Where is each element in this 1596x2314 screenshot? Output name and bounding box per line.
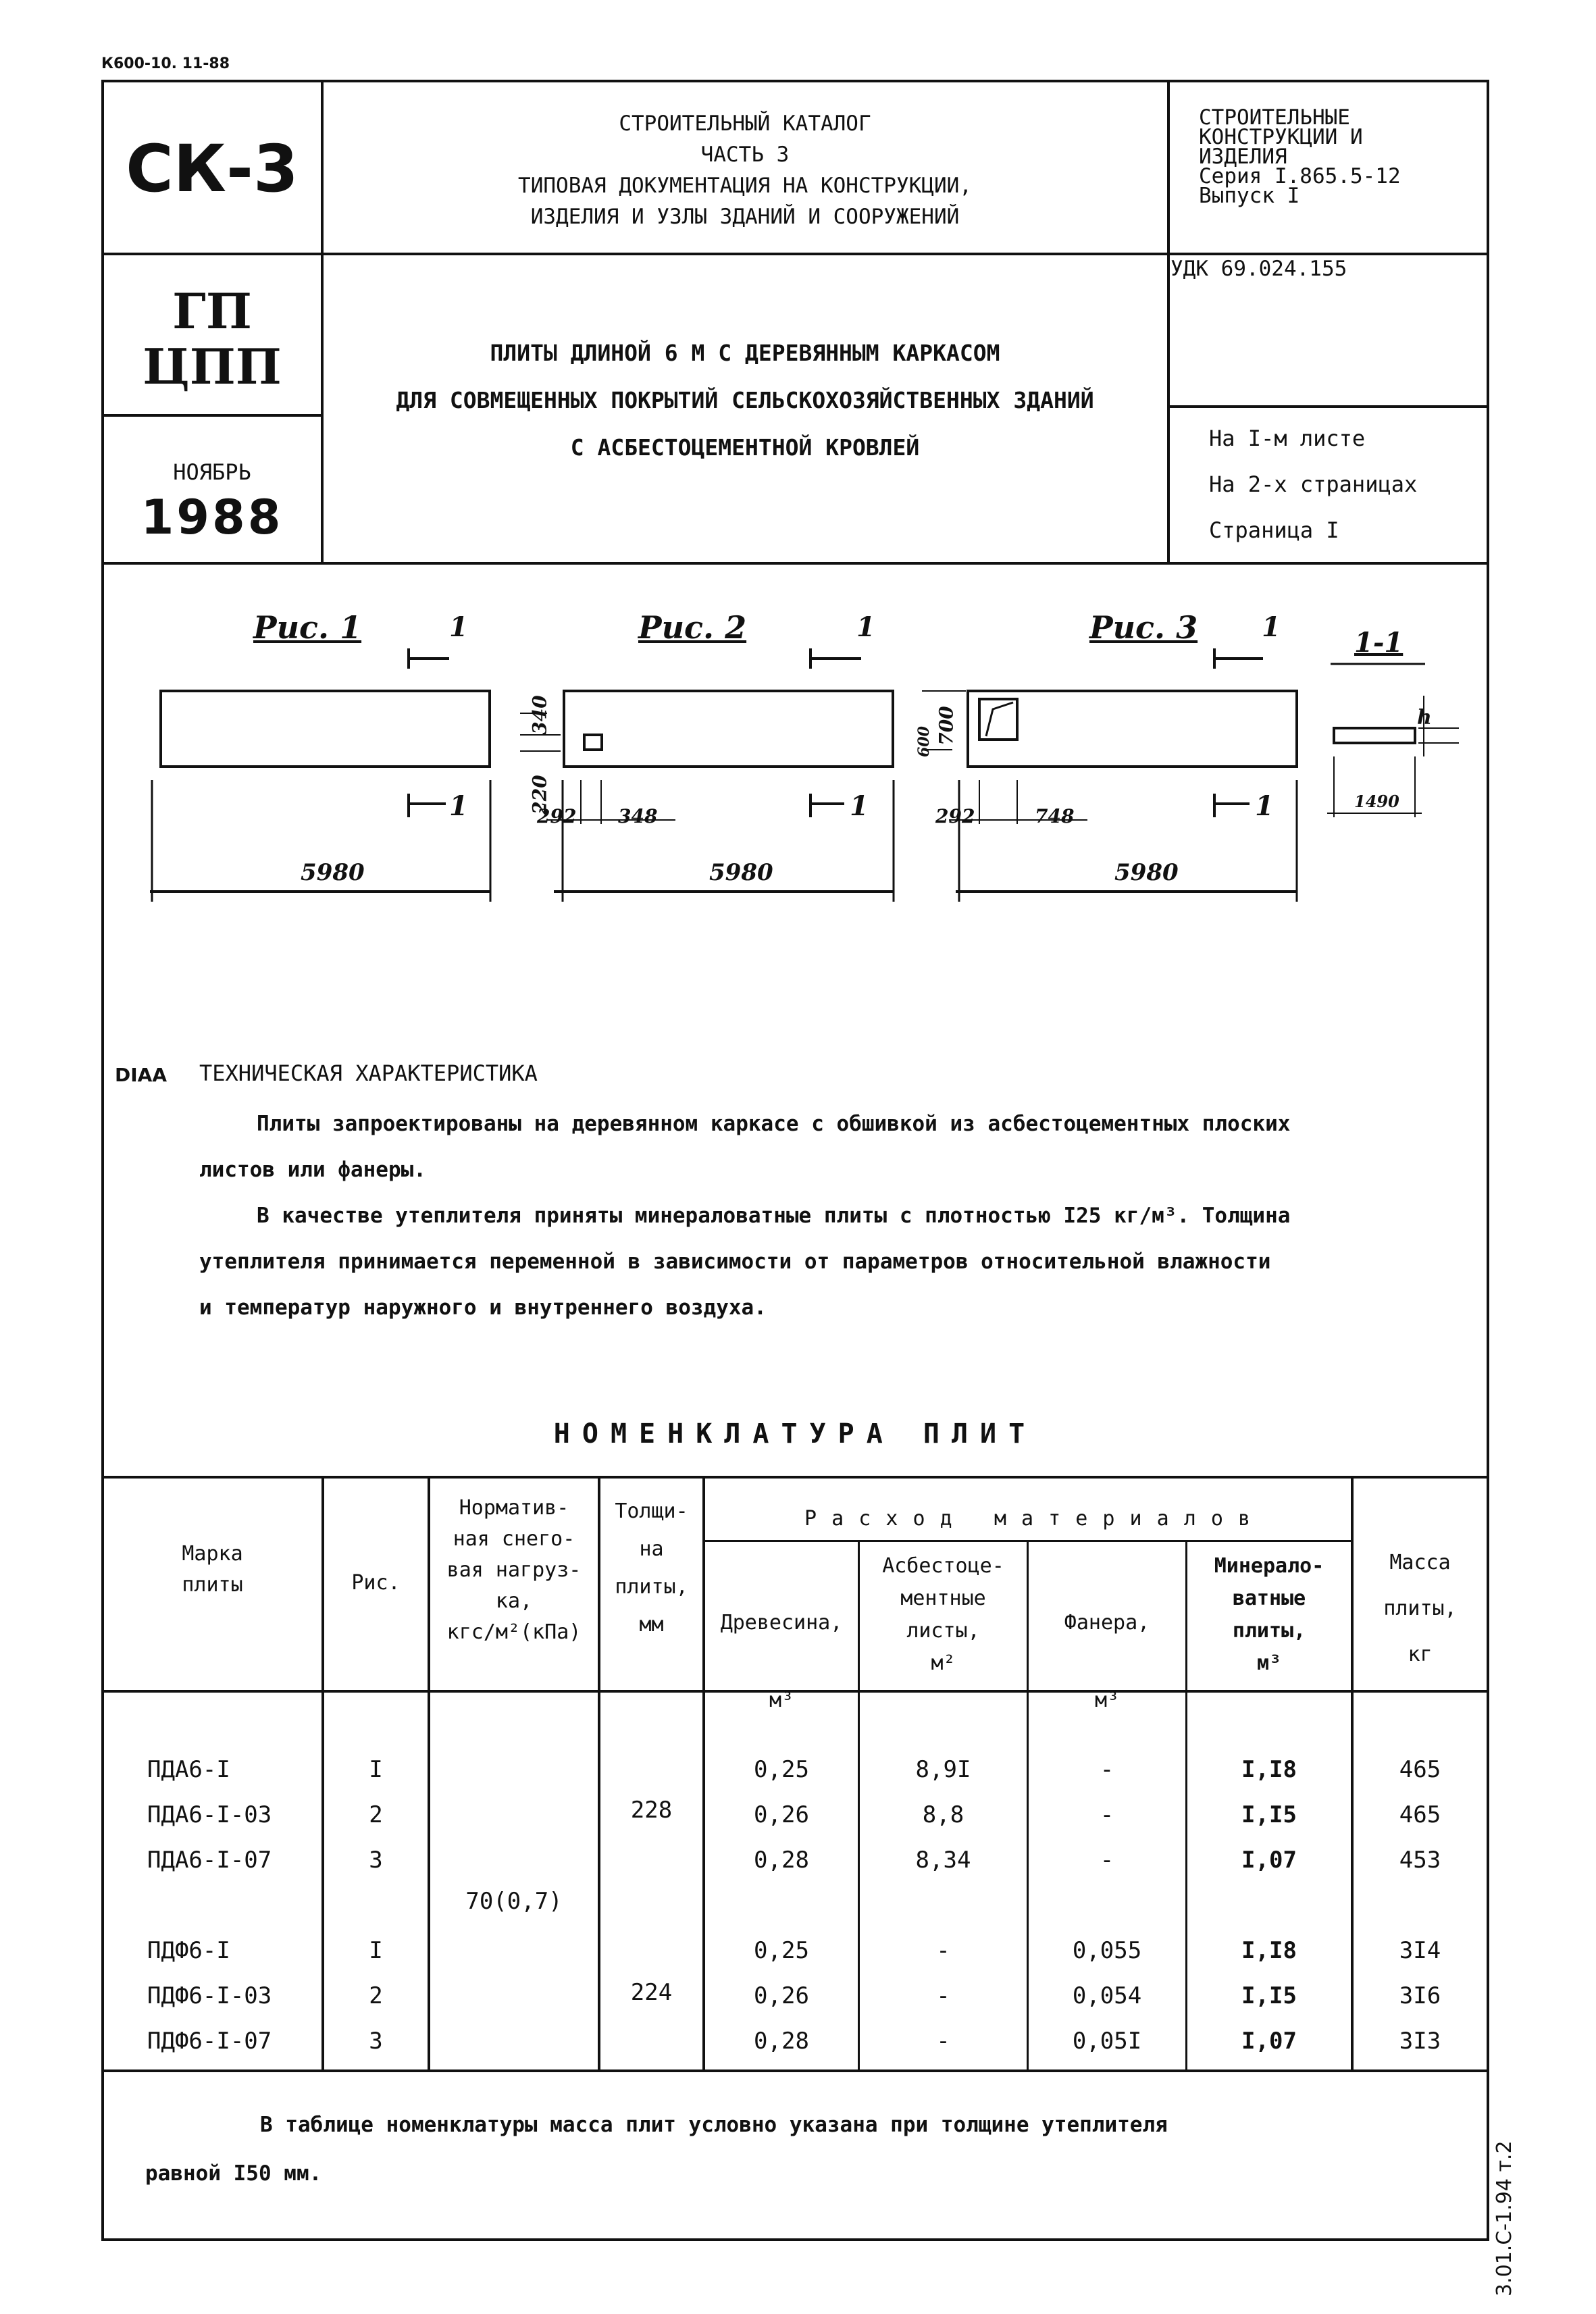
- cut-mark: 1: [856, 611, 875, 643]
- cell-min: I,I8: [1241, 1756, 1297, 1783]
- sk-label: СК-3: [126, 131, 299, 207]
- th-thick: [600, 1493, 702, 1644]
- cell-mark: ПДФ6-I: [147, 1937, 230, 1964]
- org-block: [103, 284, 321, 394]
- th-line: ная снего-: [453, 1527, 575, 1551]
- frame-bottom: [101, 2238, 1489, 2241]
- th-mark: [103, 1539, 321, 1601]
- org-line: ЦПП: [143, 338, 282, 395]
- cut-mark: 1: [1255, 790, 1274, 822]
- cell-mass: 3I6: [1399, 1982, 1441, 2009]
- header-bottom: [101, 562, 1489, 565]
- dim-600: 600: [915, 726, 933, 757]
- th-line: Марка: [182, 1542, 243, 1566]
- cell-fig: 3: [369, 1847, 383, 1874]
- series-block: [1199, 105, 1483, 208]
- side-code: 3.01.С-1.94 т.2: [1493, 2140, 1516, 2296]
- dim-length: 5980: [301, 859, 365, 886]
- cell-wood: 0,28: [754, 2028, 809, 2055]
- catalog-line: ТИПОВАЯ ДОКУМЕНТАЦИЯ НА КОНСТРУКЦИИ,: [518, 174, 972, 198]
- table-note: [108, 2101, 1391, 2198]
- th-wood: [705, 1584, 858, 1739]
- cut-mark: 1: [1262, 611, 1281, 643]
- cell-fig: I: [369, 1756, 383, 1783]
- th-line: Фанера,: [1064, 1611, 1150, 1635]
- tech-line: В качестве утеплителя приняты минераловатные плиты с плотностью I25 кг/м³. Толщина: [257, 1204, 1291, 1228]
- note-line: В таблице номенклатуры масса плит условно указана при толщине утеплителя: [260, 2113, 1168, 2137]
- catalog-block: [324, 108, 1166, 232]
- series-line: КОНСТРУКЦИИ И: [1199, 125, 1363, 149]
- dim-348: 348: [618, 805, 658, 827]
- tech-line: утеплителя принимается переменной в зависимости от параметров относительной влажности: [199, 1250, 1271, 1274]
- series-line: Серия I.865.5-12: [1199, 164, 1401, 188]
- cell-min: I,I5: [1241, 1982, 1297, 2009]
- cell-ply: -: [1100, 1801, 1114, 1828]
- cell-asb: 8,8: [922, 1801, 964, 1828]
- catalog-line: ИЗДЕЛИЯ И УЗЛЫ ЗДАНИЙ И СООРУЖЕНИЙ: [530, 205, 960, 229]
- dim-h: h: [1417, 706, 1432, 729]
- year-label: 1988: [140, 490, 284, 545]
- cell-mass: 3I3: [1399, 2028, 1441, 2055]
- thickness-value: 228: [630, 1797, 673, 1824]
- th-line: плиты: [182, 1573, 243, 1597]
- dim-220: 220: [528, 775, 551, 815]
- th-line: ка,: [495, 1589, 533, 1613]
- series-line: ИЗДЕЛИЯ: [1199, 145, 1287, 169]
- cell-fig: 2: [369, 1982, 383, 2009]
- note-line: равной I50 мм.: [145, 2161, 322, 2186]
- cell-mass: 453: [1399, 1847, 1441, 1874]
- cell-mass: 465: [1399, 1801, 1441, 1828]
- frame-right: [1487, 80, 1489, 2241]
- th-line: плиты,: [615, 1575, 688, 1599]
- udk-label: УДК 69.024.155: [1170, 257, 1347, 281]
- dim-1490: 1490: [1354, 792, 1399, 811]
- cell-wood: 0,25: [754, 1937, 809, 1964]
- cell-ply: 0,05I: [1072, 2028, 1142, 2055]
- cut-mark: 1: [850, 790, 869, 822]
- th-line: Древесина,: [720, 1611, 843, 1635]
- frame-top: [101, 80, 1489, 82]
- dim-length: 5980: [709, 859, 773, 886]
- cut-mark: 1: [449, 790, 468, 822]
- th-mineral: [1187, 1550, 1351, 1680]
- cell-fig: 3: [369, 2028, 383, 2055]
- th-fig: Рис.: [351, 1571, 401, 1595]
- table-bottom: [101, 2069, 1489, 2072]
- pages-line: На 2-х страницах: [1209, 471, 1418, 497]
- dim-700: 700: [935, 706, 958, 746]
- th-line: листы,: [906, 1619, 980, 1643]
- th-materials: Р а с х о д м а т е р и а л о в: [804, 1507, 1252, 1531]
- title-line: ПЛИТЫ ДЛИНОЙ 6 М С ДЕРЕВЯННЫМ КАРКАСОМ: [490, 340, 1000, 366]
- tech-line: и температур наружного и внутреннего воздуха.: [199, 1295, 767, 1320]
- catalog-line: ЧАСТЬ 3: [700, 143, 790, 167]
- th-line: м²: [931, 1651, 956, 1675]
- cell-mark: ПДФ6-I-07: [147, 2028, 272, 2055]
- cell-fig: 2: [369, 1801, 383, 1828]
- header-org-sep: [101, 414, 323, 417]
- cell-ply: 0,054: [1072, 1982, 1142, 2009]
- hatch-2: [584, 735, 602, 750]
- cell-asb: -: [936, 1982, 950, 2009]
- th-line: мм: [639, 1613, 664, 1637]
- cell-ply: 0,055: [1072, 1937, 1142, 1964]
- cell-fig: I: [369, 1937, 383, 1964]
- title-line: ДЛЯ СОВМЕЩЕННЫХ ПОКРЫТИЙ СЕЛЬСКОХОЗЯЙСТВЕННЫХ ЗДАНИЙ: [396, 387, 1094, 413]
- th-line: Минерало-: [1214, 1554, 1324, 1578]
- th-asbestos: [860, 1550, 1027, 1680]
- dim-292a: 292: [537, 805, 577, 827]
- th-line: Норматив-: [459, 1496, 569, 1520]
- section-plate: [1334, 728, 1415, 743]
- cell-asb: 8,34: [915, 1847, 971, 1874]
- cell-ply: -: [1100, 1756, 1114, 1783]
- title-block: [324, 330, 1166, 471]
- cell-mark: ПДА6-I: [147, 1756, 230, 1783]
- header-row1: [101, 253, 1489, 255]
- cell-wood: 0,26: [754, 1801, 809, 1828]
- frame-left: [101, 80, 104, 2241]
- pages-line: На I-м листе: [1209, 426, 1366, 451]
- th-line: Масса: [1389, 1551, 1451, 1574]
- cell-wood: 0,26: [754, 1982, 809, 2009]
- table-top: [101, 1476, 1489, 1479]
- series-line: Выпуск I: [1199, 184, 1300, 208]
- series-line: СТРОИТЕЛЬНЫЕ: [1199, 105, 1350, 130]
- th-line: ватные: [1232, 1587, 1306, 1610]
- header-col2: [1167, 80, 1170, 564]
- plate-2: [564, 691, 893, 767]
- cell-mass: 465: [1399, 1756, 1441, 1783]
- plate-1: [161, 691, 490, 767]
- th-line: вая нагруз-: [446, 1558, 582, 1582]
- fig1-label: Рис. 1: [253, 609, 362, 646]
- th-plywood: [1029, 1584, 1185, 1739]
- th-line: кг: [1408, 1643, 1433, 1666]
- cell-min: I,I5: [1241, 1801, 1297, 1828]
- th-line: плиты,: [1383, 1597, 1457, 1620]
- th-mass: [1354, 1540, 1487, 1678]
- hatch-3: [979, 699, 1017, 740]
- th-line: ментные: [900, 1587, 986, 1610]
- tech-heading: ТЕХНИЧЕСКАЯ ХАРАКТЕРИСТИКА: [199, 1060, 538, 1086]
- thickness-value: 224: [630, 1979, 673, 2006]
- header-udk-sep: [1167, 405, 1489, 408]
- form-code: К600-10. 11-88: [101, 55, 230, 72]
- cell-mass: 3I4: [1399, 1937, 1441, 1964]
- catalog-line: СТРОИТЕЛЬНЫЙ КАТАЛОГ: [619, 111, 871, 136]
- cell-min: I,07: [1241, 2028, 1297, 2055]
- dim-292b: 292: [935, 805, 975, 827]
- tech-body: [199, 1101, 1428, 1331]
- dim-748: 748: [1035, 805, 1075, 827]
- pages-block: [1209, 415, 1417, 553]
- tech-code: DIAA: [115, 1064, 167, 1086]
- cell-mark: ПДА6-I-07: [147, 1847, 272, 1874]
- month-label: НОЯБРЬ: [173, 459, 251, 485]
- th-line: м³: [1094, 1689, 1120, 1712]
- tech-line: листов или фанеры.: [199, 1158, 426, 1182]
- header-col1: [321, 80, 324, 564]
- org-line: ГП: [172, 282, 252, 340]
- dim-340: 340: [528, 695, 551, 735]
- cell-ply: -: [1100, 1847, 1114, 1874]
- th-line: плиты,: [1232, 1619, 1306, 1643]
- title-line: С АСБЕСТОЦЕМЕНТНОЙ КРОВЛЕЙ: [570, 434, 920, 461]
- th-line: на: [639, 1537, 664, 1561]
- th-line: м³: [769, 1689, 794, 1712]
- cell-asb: -: [936, 1937, 950, 1964]
- cell-mark: ПДА6-I-03: [147, 1801, 272, 1828]
- tech-line: Плиты запроектированы на деревянном каркасе с обшивкой из асбестоцементных плоских: [257, 1112, 1291, 1136]
- th-line: Асбестоце-: [882, 1554, 1004, 1578]
- dim-length: 5980: [1114, 859, 1179, 886]
- th-line: Толщи-: [615, 1499, 688, 1523]
- cell-asb: 8,9I: [915, 1756, 971, 1783]
- th-line: кгс/м²(кПа): [446, 1620, 582, 1644]
- fig3-label: Рис. 3: [1089, 609, 1198, 646]
- fig2-label: Рис. 2: [638, 609, 747, 646]
- th-load: [430, 1493, 598, 1648]
- th-line: м³: [1256, 1651, 1282, 1675]
- pages-line: Страница I: [1209, 517, 1339, 543]
- table-title: НОМЕНКЛАТУРА ПЛИТ: [553, 1418, 1037, 1449]
- cell-wood: 0,25: [754, 1756, 809, 1783]
- cell-min: I,I8: [1241, 1937, 1297, 1964]
- cell-asb: -: [936, 2028, 950, 2055]
- cell-mark: ПДФ6-I-03: [147, 1982, 272, 2009]
- cut-mark: 1: [449, 611, 468, 643]
- load-value: 70(0,7): [465, 1888, 563, 1915]
- cell-wood: 0,28: [754, 1847, 809, 1874]
- cell-min: I,07: [1241, 1847, 1297, 1874]
- section-label: 1-1: [1354, 627, 1404, 659]
